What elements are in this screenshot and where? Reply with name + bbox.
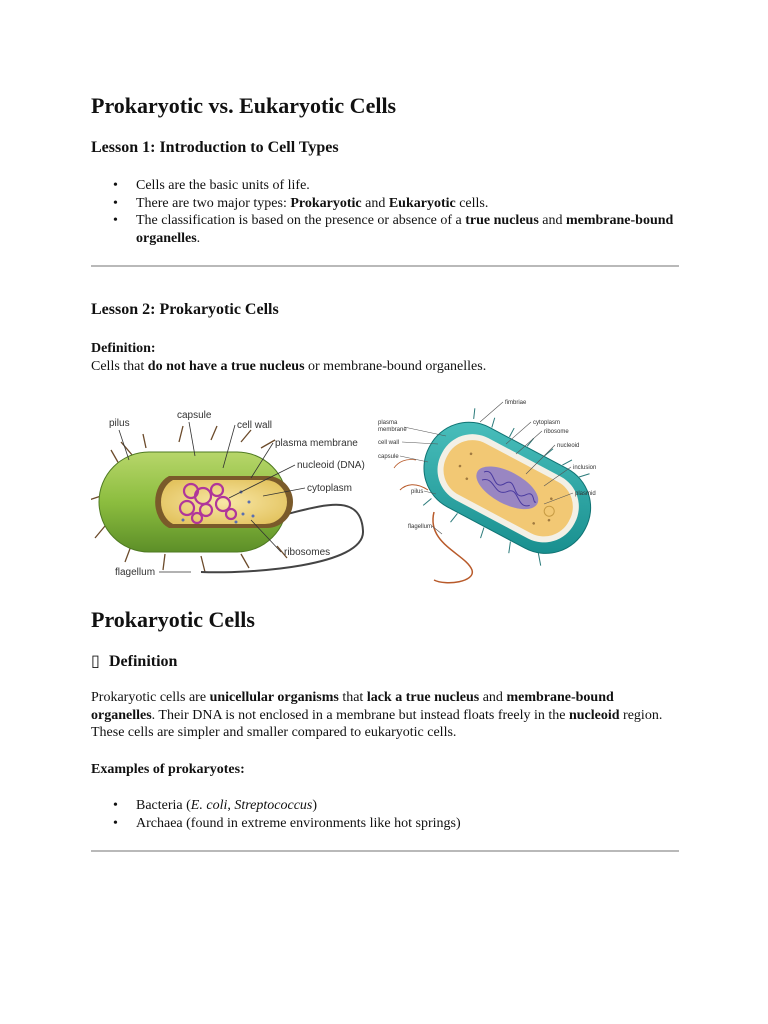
definition-label: Definition:	[91, 341, 156, 356]
label-plasmid: plasmid	[575, 491, 596, 497]
lesson1-heading: Lesson 1: Introduction to Cell Types	[91, 139, 339, 156]
list-item: • The classification is based on the presence or absence of a true nucleus and membrane-bound organelles.	[91, 212, 679, 247]
label-cell-wall: cell wall	[237, 420, 273, 431]
label-fimbriae: fimbriae	[505, 400, 527, 406]
lesson1-bullet-list	[91, 177, 679, 247]
label-flagellum: flagellum	[408, 524, 433, 530]
label-ribosome: ribosome	[544, 429, 569, 435]
list-item: • Bacteria (E. coli, Streptococcus)	[91, 797, 679, 815]
label-cytoplasm: cytoplasm	[533, 420, 561, 426]
label-membrane: membrane	[378, 427, 407, 433]
label-plasma-membrane: plasma membrane	[275, 438, 358, 449]
label-cell-wall: cell wall	[378, 440, 400, 446]
label-cytoplasm: cytoplasm	[307, 483, 353, 494]
label-flagellum: flagellum	[115, 567, 156, 578]
prokaryote-diagram-right	[376, 394, 606, 588]
list-item: • Cells are the basic units of life.	[91, 177, 679, 195]
horizontal-divider	[91, 265, 679, 267]
lesson2-definition: Definition: Cells that do not have a true nucleus or membrane-bound organelles.	[91, 341, 487, 374]
list-item: • Archaea (found in extreme environments like hot springs)	[91, 815, 679, 833]
examples-list	[91, 797, 679, 832]
definition-icon: ▯	[91, 653, 100, 670]
label-nucleoid: nucleoid	[557, 443, 580, 449]
prokaryote-diagram-left	[91, 396, 366, 584]
definition-paragraph: Prokaryotic cells are unicellular organisms that lack a true nucleus and membrane-bound organelles. Their DNA is not enclosed in a membrane but instead floats freely in the nucleoid region. These cells are simpler and smaller compared to eukaryotic cells.	[91, 690, 663, 740]
list-item: • There are two major types: Prokaryotic and Eukaryotic cells.	[91, 195, 679, 213]
examples-heading: Examples of prokaryotes:	[91, 762, 245, 777]
lesson2-heading: Lesson 2: Prokaryotic Cells	[91, 301, 279, 318]
label-pilus: pilus	[411, 489, 424, 495]
definition-heading: ▯ Definition	[91, 653, 178, 670]
label-capsule: capsule	[378, 454, 399, 460]
label-pilus: pilus	[109, 418, 130, 429]
label-plasma: plasma	[378, 420, 398, 426]
label-capsule: capsule	[177, 410, 212, 421]
section-title: Prokaryotic Cells	[91, 607, 255, 632]
label-ribosomes: ribosomes	[284, 547, 331, 558]
page-title: Prokaryotic vs. Eukaryotic Cells	[91, 93, 397, 118]
horizontal-divider	[91, 850, 679, 852]
label-inclusion: inclusion	[573, 465, 597, 471]
label-nucleoid: nucleoid (DNA)	[297, 460, 365, 471]
